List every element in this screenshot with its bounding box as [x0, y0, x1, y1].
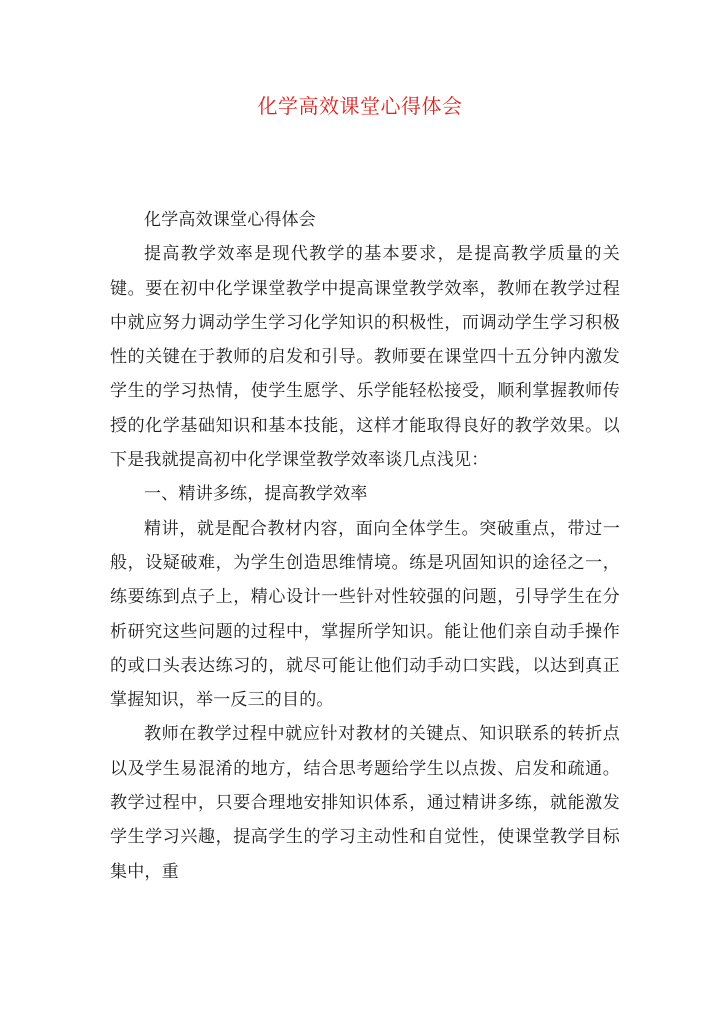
document-title: 化学高效课堂心得体会 [257, 94, 463, 118]
paragraph-intro: 提高教学效率是现代教学的基本要求，是提高教学质量的关键。要在初中化学课堂教学中提高课堂教学效率，教师在教学过程中就应努力调动学生学习化学知识的积极性，而调动学生学习积极性的关键在于教师的启发和引导。教师要在课堂四十五分钟内激发学生的学习热情，使学生愿学、乐学能轻松接受，顺利掌握教师传授的化学基础知识和基本技能，这样才能取得良好的教学效果。以下是我就提高初中化学课堂教学效率谈几点浅见： [110, 244, 620, 471]
paragraph-subtitle: 化学高效课堂心得体会 [144, 210, 316, 230]
paragraph-practice: 精讲，就是配合教材内容，面向全体学生。突破重点，带过一般，设疑破难，为学生创造思维情境。练是巩固知识的途径之一，练要练到点子上，精心设计一些针对性较强的问题，引导学生在分析研究这些问题的过程中，掌握所学知识。能让他们亲自动手操作的或口头表达练习的，就尽可能让他们动手动口实践，以达到真正掌握知识，举一反三的目的。 [110, 518, 620, 711]
document-body [110, 203, 620, 889]
paragraph-guidance: 教师在教学过程中就应针对教材的关键点、知识联系的转折点以及学生易混淆的地方，结合思考题给学生以点拨、启发和疏通。教学过程中，只要合理地安排知识体系，通过精讲多练，就能激发学生学习兴趣，提高学生的学习主动性和自觉性，使课堂教学目标集中，重 [110, 724, 620, 882]
section-heading: 一、精讲多练，提高教学效率 [144, 484, 368, 505]
